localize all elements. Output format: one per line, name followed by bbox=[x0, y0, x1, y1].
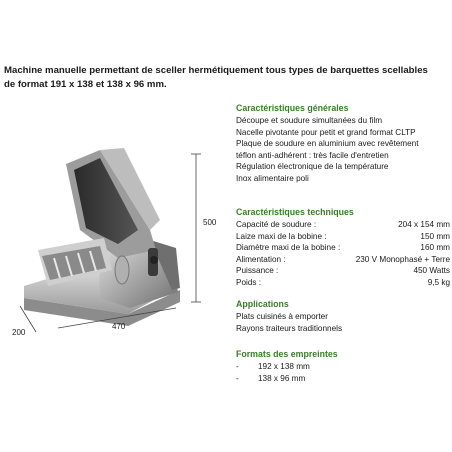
formats-title: Formats des empreintes bbox=[236, 349, 338, 359]
intro-line-1: Machine manuelle permettant de sceller hermétiquement tous types de barquettes scellables bbox=[4, 65, 428, 76]
spec-value: 150 mm bbox=[420, 231, 450, 241]
general-line: Découpe et soudure simultanées du film bbox=[236, 116, 383, 125]
spec-label: Laize maxi de la bobine : bbox=[236, 231, 327, 241]
general-line: téflon anti-adhérent : très facile d'entretien bbox=[236, 150, 389, 160]
spec-value: 450 Watts bbox=[413, 266, 450, 276]
spec-value: 204 x 154 mm bbox=[398, 220, 450, 229]
spec-row bbox=[236, 242, 450, 254]
spec-row bbox=[236, 277, 450, 289]
spec-row bbox=[236, 219, 450, 231]
dimension-depth: 200 bbox=[12, 328, 26, 337]
spec-value: 160 mm bbox=[420, 243, 450, 253]
format-dash: - bbox=[236, 373, 239, 383]
spec-row bbox=[236, 254, 450, 266]
spec-label: Poids : bbox=[236, 277, 262, 287]
general-line: Inox alimentaire poli bbox=[236, 173, 309, 183]
spec-value: 230 V Monophasé + Terre bbox=[355, 254, 450, 264]
dimension-height: 500 bbox=[203, 218, 217, 227]
application-line: Plats cuisinés à emporter bbox=[236, 312, 328, 321]
spec-label: Alimentation : bbox=[236, 254, 286, 264]
spec-row bbox=[236, 231, 450, 243]
spec-row bbox=[236, 265, 450, 277]
technical-title: Caractéristiques techniques bbox=[236, 207, 354, 217]
general-line: Régulation électronique de la température bbox=[236, 162, 389, 172]
application-line: Rayons traiteurs traditionnels bbox=[236, 323, 343, 333]
intro-text bbox=[4, 64, 450, 92]
format-text: 138 x 96 mm bbox=[258, 373, 306, 383]
general-line: Nacelle pivotante pour petit et grand format CLTP bbox=[236, 127, 416, 137]
sealing-machine-illustration bbox=[0, 120, 232, 350]
general-section bbox=[236, 102, 450, 185]
applications-title: Applications bbox=[236, 299, 289, 309]
technical-section bbox=[236, 206, 450, 289]
spec-value: 9,5 kg bbox=[427, 277, 450, 287]
format-dash: - bbox=[236, 362, 239, 371]
format-text: 192 x 138 mm bbox=[258, 362, 310, 371]
applications-section bbox=[236, 298, 450, 334]
spec-label: Capacité de soudure : bbox=[236, 220, 317, 229]
product-figure bbox=[0, 120, 232, 350]
general-title: Caractéristiques générales bbox=[236, 103, 349, 113]
spec-label: Puissance : bbox=[236, 266, 279, 276]
format-item bbox=[236, 361, 450, 373]
format-item bbox=[236, 373, 450, 385]
formats-section bbox=[236, 348, 450, 384]
spec-label: Diamètre maxi de la bobine : bbox=[236, 243, 341, 253]
general-line: Plaque de soudure en aluminium avec revêtement bbox=[236, 139, 419, 149]
dimension-width: 470 bbox=[112, 322, 126, 331]
intro-line-2: de format 191 x 138 et 138 x 96 mm. bbox=[4, 79, 167, 90]
